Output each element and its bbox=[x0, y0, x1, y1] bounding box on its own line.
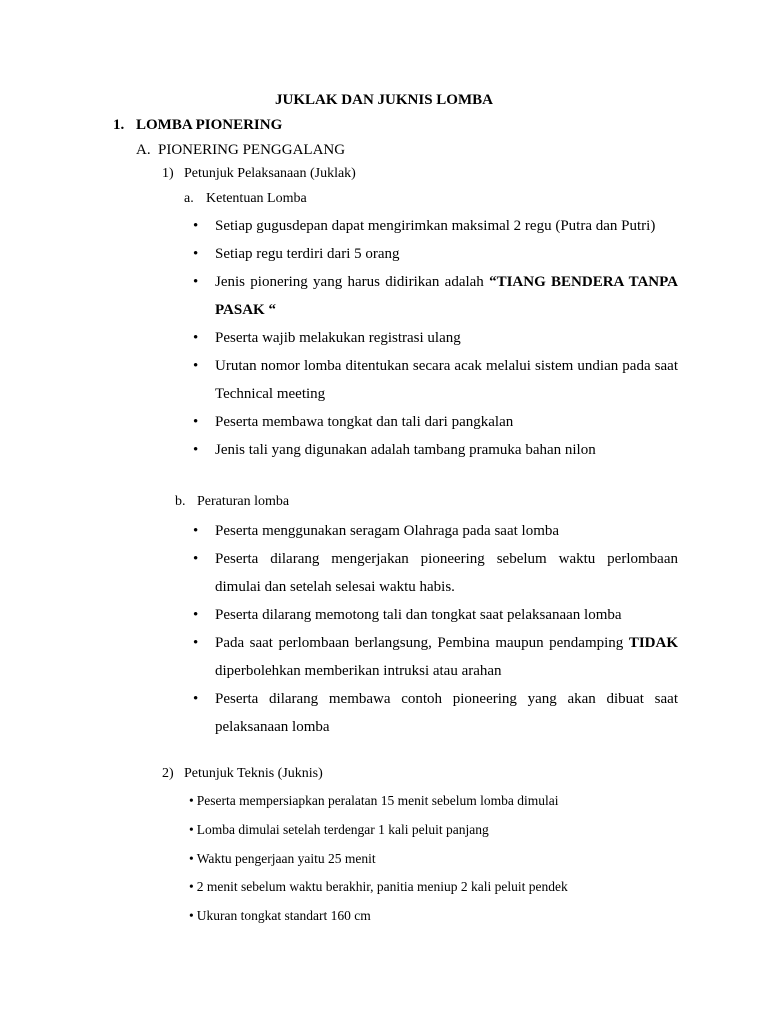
list-item bbox=[190, 408, 678, 436]
list-item bbox=[190, 352, 678, 408]
list-item-text: Ukuran tongkat standart 160 cm bbox=[196, 908, 371, 924]
bullet-icon: • bbox=[193, 330, 199, 346]
section-a-number: A. bbox=[136, 142, 151, 158]
peraturan-label: Peraturan lomba bbox=[197, 494, 290, 509]
bullet-icon: • bbox=[189, 793, 194, 808]
list-item-text: Jenis pionering yang harus didirikan adalah bbox=[215, 274, 490, 290]
ketentuan-label: Ketentuan Lomba bbox=[206, 191, 307, 206]
list-item bbox=[190, 436, 678, 464]
bullet-icon: • bbox=[193, 414, 199, 430]
bullet-icon: • bbox=[193, 358, 199, 374]
bullet-icon: • bbox=[189, 821, 194, 837]
list-item bbox=[190, 268, 678, 324]
peraturan-list bbox=[190, 517, 678, 741]
list-item bbox=[189, 816, 689, 845]
section-1-number: 1. bbox=[113, 117, 125, 133]
list-item bbox=[190, 212, 678, 240]
list-item bbox=[189, 902, 689, 931]
list-item-text: Waktu pengerjaan yaitu 25 menit bbox=[196, 850, 376, 866]
list-item bbox=[190, 517, 678, 545]
bullet-icon: • bbox=[193, 691, 199, 707]
list-item-text: Peserta dilarang memotong tali dan tongkat saat pelaksanaan lomba bbox=[215, 607, 622, 623]
list-item-text: diperbolehkan memberikan intruksi atau arahan bbox=[215, 663, 502, 679]
bullet-icon: • bbox=[193, 635, 199, 651]
list-item bbox=[190, 240, 678, 268]
juknis-label: Petunjuk Teknis (Juknis) bbox=[184, 766, 323, 781]
list-item-text: Peserta membawa tongkat dan tali dari pangkalan bbox=[215, 414, 514, 430]
list-item-bold-text: “TIANG BENDERA TANPA PASAK “ bbox=[215, 274, 679, 318]
ketentuan-heading bbox=[184, 191, 307, 207]
list-item-text: Urutan nomor lomba ditentukan secara acak melalui sistem undian pada saat Technical meeting bbox=[215, 358, 678, 402]
juklak-heading bbox=[162, 166, 356, 182]
list-item bbox=[190, 324, 678, 352]
list-item-text: Pada saat perlombaan berlangsung, Pembina maupun pendamping bbox=[215, 635, 629, 651]
juknis-heading bbox=[162, 766, 323, 782]
list-item bbox=[189, 787, 689, 816]
document-title: JUKLAK DAN JUKNIS LOMBA bbox=[275, 92, 493, 108]
bullet-icon: • bbox=[193, 274, 199, 290]
ketentuan-number: a. bbox=[184, 191, 194, 206]
bullet-icon: • bbox=[193, 523, 199, 539]
list-item-bold-text: TIDAK bbox=[628, 635, 678, 651]
juklak-label: Petunjuk Pelaksanaan (Juklak) bbox=[184, 166, 356, 181]
bullet-icon: • bbox=[189, 850, 194, 866]
bullet-icon: • bbox=[193, 607, 199, 623]
list-item-text: Peserta menggunakan seragam Olahraga pada saat lomba bbox=[215, 523, 560, 539]
bullet-icon: • bbox=[193, 218, 199, 234]
list-item-text: Jenis tali yang digunakan adalah tambang pramuka bahan nilon bbox=[215, 442, 596, 458]
list-item-text: Peserta wajib melakukan registrasi ulang bbox=[215, 330, 461, 346]
ketentuan-list bbox=[190, 212, 678, 464]
list-item bbox=[190, 601, 678, 629]
list-item bbox=[189, 845, 689, 874]
list-item bbox=[190, 545, 678, 601]
list-item-text: Peserta dilarang mengerjakan pioneering sebelum waktu perlombaan dimulai dan setelah selesai waktu habis. bbox=[215, 551, 678, 595]
list-item-text: Peserta dilarang membawa contoh pioneering yang akan dibuat saat pelaksanaan lomba bbox=[215, 691, 678, 735]
list-item-text: Setiap regu terdiri dari 5 orang bbox=[215, 246, 400, 262]
juknis-list bbox=[189, 787, 689, 931]
section-a-label: PIONERING PENGGALANG bbox=[158, 142, 346, 158]
section-a-heading bbox=[136, 142, 345, 159]
list-item-text: Peserta mempersiapkan peralatan 15 menit sebelum lomba dimulai bbox=[196, 793, 559, 808]
section-1-label: LOMBA PIONERING bbox=[136, 117, 283, 133]
peraturan-heading bbox=[175, 494, 289, 510]
section-1-heading bbox=[113, 117, 282, 134]
bullet-icon: • bbox=[189, 908, 194, 924]
list-item bbox=[190, 629, 678, 685]
bullet-icon: • bbox=[193, 551, 199, 567]
list-item bbox=[190, 685, 678, 741]
bullet-icon: • bbox=[193, 246, 199, 262]
peraturan-number: b. bbox=[175, 494, 186, 509]
bullet-icon: • bbox=[193, 442, 199, 458]
juklak-number: 1) bbox=[162, 166, 174, 181]
list-item-text: Lomba dimulai setelah terdengar 1 kali peluit panjang bbox=[196, 821, 489, 837]
list-item-text: 2 menit sebelum waktu berakhir, panitia meniup 2 kali peluit pendek bbox=[196, 879, 568, 895]
list-item-text: Setiap gugusdepan dapat mengirimkan maksimal 2 regu (Putra dan Putri) bbox=[215, 218, 656, 234]
list-item bbox=[189, 873, 689, 902]
juknis-number: 2) bbox=[162, 766, 174, 781]
bullet-icon: • bbox=[189, 879, 194, 895]
